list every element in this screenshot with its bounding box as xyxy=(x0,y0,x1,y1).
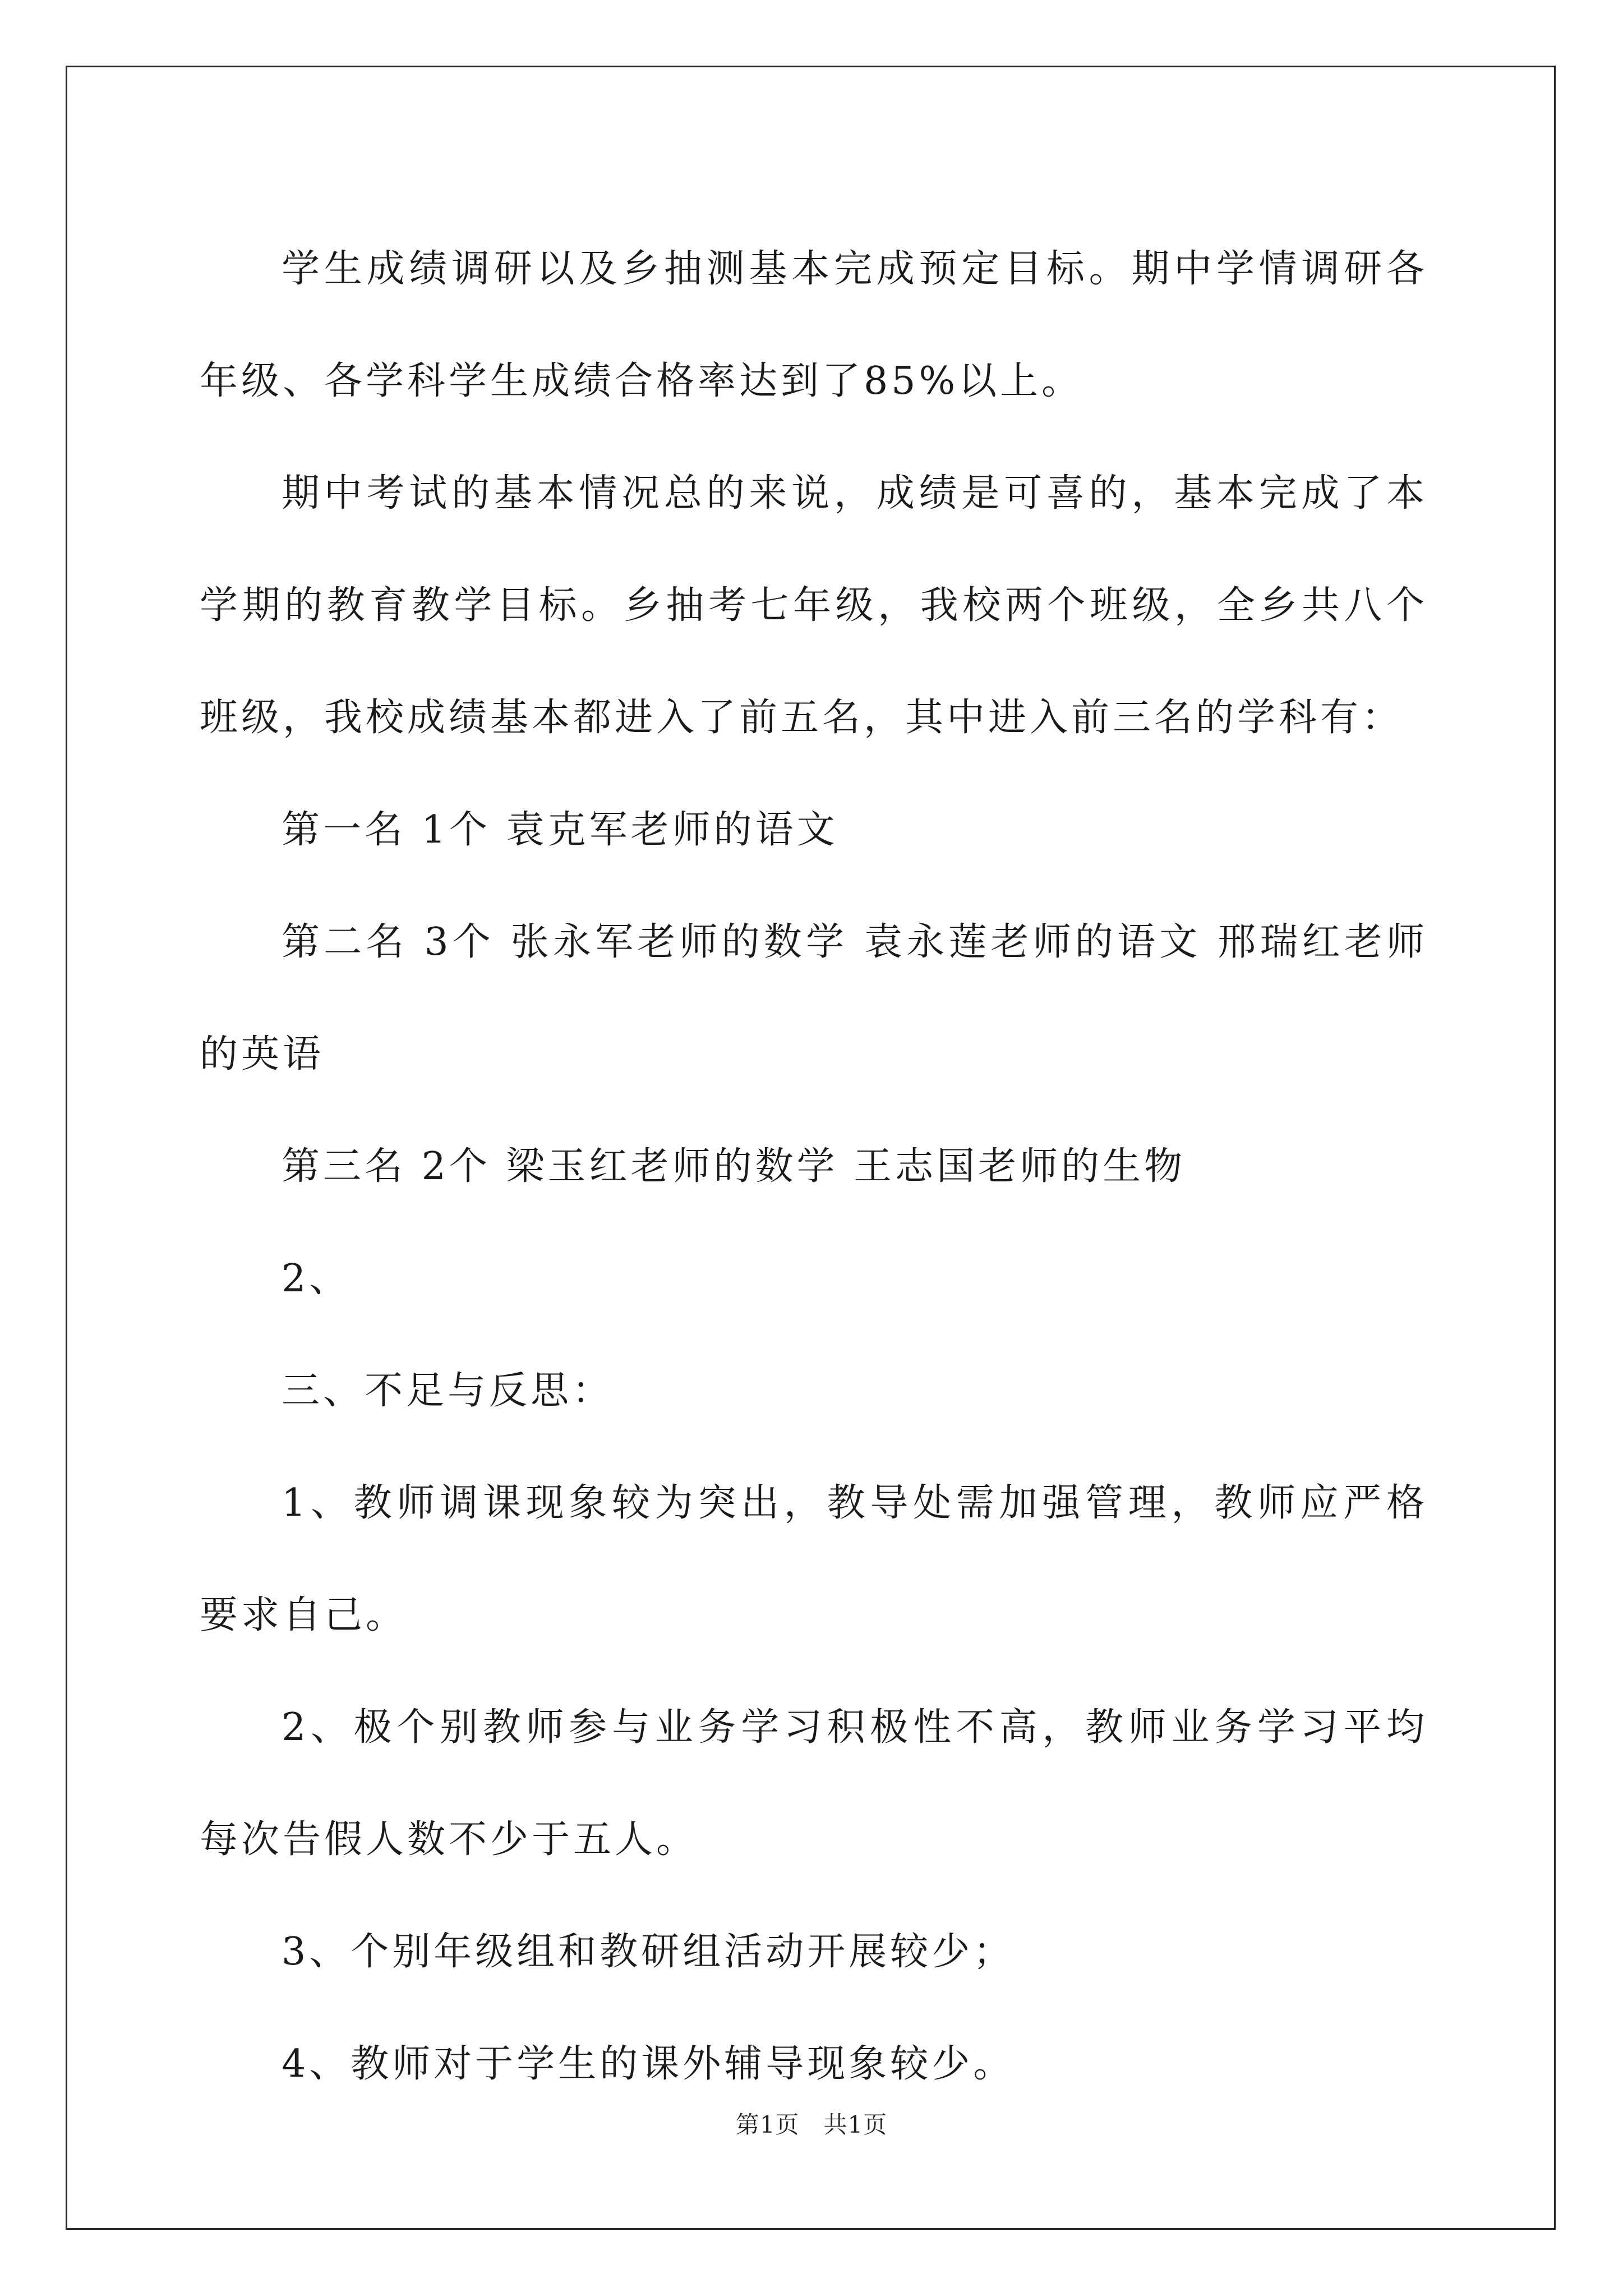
paragraph: 第二名 3个 张永军老师的数学 袁永莲老师的语文 邢瑞红老师的英语 xyxy=(200,920,1428,1076)
paragraph: 第一名 1个 袁克军老师的语文 xyxy=(282,808,838,852)
paragraph: 1、教师调课现象较为突出，教导处需加强管理，教师应严格要求自己。 xyxy=(200,1481,1428,1637)
paragraph: 3、个别年级组和教研组活动开展较少； xyxy=(282,1930,1015,1974)
paragraph: 2、 xyxy=(282,1257,351,1301)
paragraph: 期中考试的基本情况总的来说，成绩是可喜的，基本完成了本学期的教育教学目标。乡抽考七年级，我校两个班级，全乡共八个班级，我校成绩基本都进入了前五名，其中进入前三名的学科有： xyxy=(200,471,1428,740)
paragraph: 学生成绩调研以及乡抽测基本完成预定目标。期中学情调研各年级、各学科学生成绩合格率达到了85%以上。 xyxy=(200,247,1428,403)
document-body xyxy=(200,213,1428,2120)
section-heading: 三、不足与反思： xyxy=(282,1369,614,1413)
paragraph: 第三名 2个 梁玉红老师的数学 王志国老师的生物 xyxy=(282,1144,1186,1189)
page-number-footer: 第1页 共1页 xyxy=(735,2111,888,2138)
paragraph: 4、教师对于学生的课外辅导现象较少。 xyxy=(282,2042,1015,2086)
paragraph: 2、极个别教师参与业务学习积极性不高，教师业务学习平均每次告假人数不少于五人。 xyxy=(200,1705,1428,1862)
